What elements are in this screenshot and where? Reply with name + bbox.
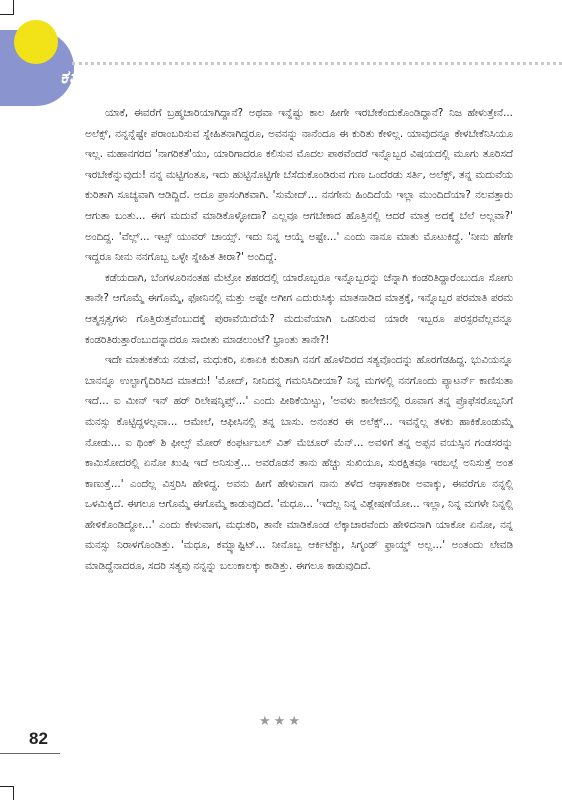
paragraph: ಕಡೆಯದಾಗಿ, ಬೆಂಗಳೂರಿನಂತಹ ಮೆಟ್ರೋ ಶಹರದಲ್ಲಿ ಯಾರೊಬ್ಬರೂ ಇನ್ನೊಬ್ಬರನ್ನು ಚೆನ್ನಾಗಿ ಕಂಡರಿತಿದ್ದಾರೆಂಬುದೂ ಸೋಗು ತಾನೇ? ಆಗೊಮ್ಮೆ ಈಗೊಮ್ಮೆ, ಫೋನಿನಲ್ಲಿ ಮತ್ತು ಅಷ್ಟೇ ಅಗೀಗ ಎದುರುಸಿಕ್ಕು ಮಾತನಾಡಿದ ಮಾತ್ರಕ್ಕೆ, ಇನ್ನೊಬ್ಬರ ಪರಮಾತಿ ಪರಮ ಆತ್ಮಸ್ಸತ್ವಗಳು ಗೊತ್ತಿರುತ್ತವೆಂಬುದಕ್ಕೆ ಪುರಾವೆಯಿದೆಯೆ? ಮದುವೆಯಾಗಿ ಒಡನಿರುವ ಯಾರೇ ಇಬ್ಬರೂ ಪರಸ್ಪರವೆಲ್ಲವನ್ನೂ ಕಂಡರಿತಿರುತ್ತಾರೆಂಬುದನ್ನಾದರೂ ಸಾಬೀತು ಮಾಡಲುಂಟೆ? ಭ್ರಾಂತು ತಾನೇ?! — [85, 271, 513, 346]
decorative-yellow-circle — [14, 20, 58, 64]
story-body — [85, 103, 513, 577]
crop-mark-bottom-h — [0, 786, 14, 787]
section-label: ಕತೆ — [60, 67, 81, 88]
crop-mark-top-v — [13, 0, 14, 15]
page-number: 82 — [29, 729, 48, 748]
paragraph: ಇದೇ ಮಾತುಕತೆಯ ನಡುವೆ, ಮಧುಕರಿ, ಏಕಾಏಕಿ ಕುರಿತಾಗಿ ನನಗೆ ಹೊಳೆದಿರದ ಸತ್ಯವೊಂದನ್ನು ಹೊರಗೆಡಹಿದ್ದ. ಭುವಿಯನ್ನೂ ಬಾನನ್ನೂ ಉಲ್ಟಾಗೈದಿರಿಸಿದ ಮಾತದು! 'ಮೋದ್, ನೀನಿದನ್ನ ಗಮನಿಸಿದೀಯಾ? ನಿನ್ನ ಮಗಳಲ್ಲಿ ನನಗೊಂದು ಪ್ಯಾಟರ್ನ್ ಕಾಣಿಸುತಾ ಇದೆ... ಐ ಮೀನ್ ಇನ್ ಹರ್ ರಿಲೇಷನ್ಶಿಪ್ಸ್...' ಎಂದು ಪೀಠಿಕೆಯಿಟ್ಟು, 'ಅವಳು ಕಾಲೇಜಿನಲ್ಲಿ ರೂವಾಗ ತನ್ನ ಪ್ರೊಫೆಸರೊಬ್ಬನಿಗೆ ಮನಸ್ಸು ಕೊಟ್ಟಿದ್ದಳಲ್ಲವಾ... ಆಮೇಲೆ, ಆಫೀಸಿನಲ್ಲಿ ತನ್ನ ಬಾಸು. ಅನಂತರ ಈ ಅಲೆಕ್ಸ್... ಇವನ್ನೆಲ್ಲ ತಳಕು ಹಾಕಿಕೊಂಡುಮ್ಮೆ ನೋಡು... ಐ ಥಿಂಕ್ ಶಿ ಫೀಲ್ಸ್ ಮೋರ್ ಕಂಫರ್ಟಬಲ್ ವಿತ್ ಮೆಚೂರ್ ಮೆನ್... ಅವಳಿಗೆ ತನ್ನ ಅಪ್ಪನ ವಯಸ್ಸಿನ ಗಂಡಸರನ್ನು ಕಾಮಿಸೋದರಲ್ಲಿ ಏನೋ ಖುಷಿ ಇದೆ ಅನಿಸುತ್ತೆ... ಅವರೊಡನೆ ತಾನು ಹೆಚ್ಚು ಸುಖಿಯೂ, ಸುರಕ್ಷಿತವೂ ಇರಬಲ್ಲೆ ಅನಿಸುತ್ತೆ ಅಂತ ಕಾಣುತ್ತೆ...' ಎಂದೆಲ್ಲ ವಿಸ್ತರಿಸಿ ಹೇಳಿದ್ದ. ಅವನು ಹೀಗೆ ಹೇಳುವಾಗ ನಾನು ತಳೆದ ಆಘಾತಕಾರೀ ಅವಾಕ್ಕು, ಈವರೆಗೂ ನನ್ನಲ್ಲಿ ಒಳಮಿಕ್ಕಿದೆ. ಈಗಲೂ ಆಗೊಮ್ಮೆ ಈಗೊಮ್ಮೆ ಕಾಡುವುದಿದೆ. 'ಮಧೂ... 'ಇದೆಲ್ಲ ನಿನ್ನ ವಿಶ್ಲೇಷಣೆಯೋ... ಇಲ್ಲಾ, ನಿನ್ನ ಮಗಳೇ ನಿನ್ನಲ್ಲಿ ಹೇಳಿಕೊಂಡಿದ್ದೋ...' ಎಂದು ಕೇಳುವಾಗ, ಮಧುಕರಿ, ತಾನೇ ಮಾಡಿಕೊಂಡ ಲೆಕ್ಕಾಚಾರವೆಂದು ಹೇಳಿದನಾಗಿ ಯಾಕೋ ಏನೋ, ನನ್ನ ಮನಸ್ಸು ನಿರಾಳಗೊಂಡಿತ್ತು. 'ಮಧೂ, ಕಮ್ಪ್ಯಾಷ್ಟಿಟ್... ನೀನೊಬ್ಬ ಆರ್ಕಿಟೆಕ್ಟು, ಸಿಗ್ಮಂಡ್ ಫ್ರಾಯ್ಡ್ ಅಲ್ಲ...' ಅಂತಂದು ಲೇವಡಿ ಮಾಡಿದ್ದೆನಾದರೂ, ಸದರಿ ಸತ್ಯವು ನನ್ನನ್ನು ಬಲುಕಾಲಕ್ಕು ಕಾಡಿತ್ತು. ಈಗಲೂ ಕಾಡುವುದಿದೆ. — [85, 354, 513, 573]
section-separator: ★★★ — [259, 714, 303, 729]
header-dotted-rule — [72, 62, 562, 65]
crop-mark-top-h — [0, 14, 14, 15]
crop-mark-bottom-v — [13, 786, 14, 800]
paragraph: ಯಾಕೆ, ಈವರೆಗೆ ಬ್ರಹ್ಮಚಾರಿಯಾಗಿದ್ದಾನೆ? ಅಥವಾ ಇನ್ನೆಷ್ಟು ಕಾಲ ಹೀಗೇ ಇರಬೇಕೆಂದುಕೊಂಡಿದ್ದಾನೆ? ನಿಜ ಹೇಳುತ್ತೇನೆ... ಅಲೆಕ್ಸ್, ನನ್ನನ್ನೆಷ್ಟೇ ಪರಾಂಬರಿಸುವ ಸ್ನೇಹಿತನಾಗಿದ್ದರೂ, ಅವನನ್ನು ನಾನೆಂದೂ ಈ ಕುರಿತು ಕೇಳಿಲ್ಲ. ಯಾವುದನ್ನೂ ಕೇಳಬೇಕೆನಿಸಿಯೂ ಇಲ್ಲ. ಮಹಾನಗರದ 'ನಾಗರಿಕತೆ'ಯು, ಯಾರಿಗಾದರೂ ಕಲಿಸುವ ಮೊದಲ ಪಾಠವೆಂದರೆ ಇನ್ನೊಬ್ಬರ ವಿಷಯದಲ್ಲಿ ಮೂಗು ತೂರಿಸದೆ ಇರಬೇಕೆನ್ನುವುದು! ನನ್ನ ಮಟ್ಟಿಗಂತೂ, ಇದು ಹುಟ್ಟಿನೊಟ್ಟಿಗೇ ಬೆಸೆದುಕೊಂಡಿರುವ ಗುಣ ಒಂದೆರಡು ಸರ್ತಿ, ಅಲೆಕ್ಸ್, ತನ್ನ ಮದುವೆಯ ಕುರಿತಾಗಿ ಸೂಚ್ಯವಾಗಿ ಆಡಿದ್ದಿದೆ. ಅದೂ ಪ್ರಾಸಂಗಿಕವಾಗಿ. 'ಸುಮೇದ್... ನನಗೇನು ಹಿಂದಿದೆಯೆ ಇಲ್ಲಾ ಮುಂದಿದೆಯಾ? ನಲವತ್ತಾರು ಆಗುತಾ ಬಂತು... ಈಗ ಮದುವೆ ಮಾಡಿಕೊಳ್ಳೋದಾ? ಎಲ್ಲವೂ ಆಗಬೇಕಾದ ಹೊತ್ತಿನಲ್ಲಿ ಆದರೆ ಮಾತ್ರ ಅದಕ್ಕೆ ಬೆಲೆ ಅಲ್ಲವಾ?' ಅಂದಿದ್ದ. 'ವೆಲ್ಲ್... ಇಟ್ಸ್ ಯುವರ್ ಚಾಯ್ಸ್. ಇದು ನಿನ್ನ ಆಯ್ಕೆ ಅಷ್ಟೇ...' ಎಂದು ನಾನೂ ಮಾತು ಮೊಟುಕಿದ್ದೆ. 'ನೀನು ಹೇಗೇ ಇದ್ದರೂ ನೀನು ನನಗೊಬ್ಬ ಒಳ್ಳೇ ಸ್ನೇಹಿತ ತೀರಾ?' ಅಂದಿದ್ದೆ. — [85, 107, 513, 264]
page-number-rule — [0, 753, 60, 754]
